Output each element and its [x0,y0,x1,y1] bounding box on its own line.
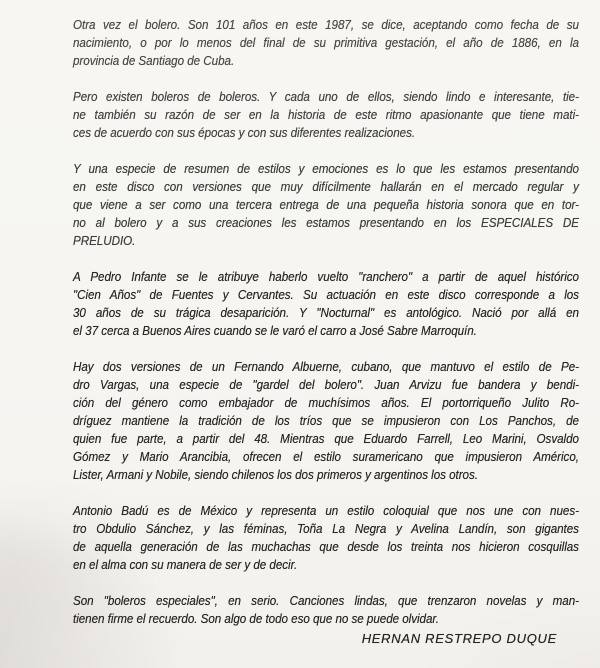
text-line: quien fue parte, a partir del 48. Mientras que Eduardo Farrell, Leo Marini, Osvaldo [73,431,579,446]
text-line: PRELUDIO. [73,233,136,248]
text-line: Gómez y Mario Arancibia, ofrecen el estilo suramericano que impusieron Américo, [73,449,579,464]
text-line: no al bolero y a sus creaciones les estamos presentando en los ESPECIALES DE [73,215,579,230]
text-line: Pero existen boleros de boleros. Y cada uno de ellos, siendo lindo e interesante, tie- [73,89,579,104]
text-line: provincia de Santiago de Cuba. [73,53,235,68]
text-line: A Pedro Infante se le atribuye haberlo vuelto "ranchero" a partir de aquel histórico [73,269,579,284]
paragraph [73,358,579,484]
paragraph [73,16,579,70]
paragraph [73,502,579,574]
text-body [73,16,579,646]
text-line: en el alma con su manera de ser y de decir. [73,557,298,572]
text-line: dríguez mantiene la tradición de los tríos que se impusieron con Los Panchos, de [73,413,579,428]
text-line: "Cien Años" de Fuentes y Cervantes. Su actuación en este disco corresponde a los [73,287,579,302]
text-line: ces de acuerdo con sus épocas y con sus diferentes realizaciones. [73,125,416,140]
text-line: Lister, Armani y Nobile, siendo chilenos los dos primeros y argentinos los otros. [73,467,478,482]
text-line: ción del género como embajador de muchísimos años. El portorriqueño Julito Ro- [73,395,579,410]
text-line: que viene a ser como una tercera entrega de una pequeña historia sonora que en tor- [73,197,579,212]
paragraph [73,592,579,628]
text-line: Y una especie de resumen de estilos y emociones es lo que les estamos presentando [73,161,579,176]
text-line: ne también su razón de ser en la historia de este ritmo apasionante que tiene mati- [73,107,579,122]
text-line: el 37 cerca a Buenos Aires cuando se le varó el carro a José Sabre Marroquín. [73,323,477,338]
text-line: tro Obdulio Sánchez, y las féminas, Toña La Negra y Avelina Landín, son gigantes [73,521,579,536]
text-line: de aquella generación de las muchachas que desde los treinta nos hicieron cosquillas [73,539,579,554]
text-line: Son "boleros especiales", en serio. Canciones lindas, que trenzaron novelas y man- [73,593,579,608]
paragraph [73,268,579,340]
text-line: Hay dos versiones de un Fernando Albuerne, cubano, que mantuvo el estilo de Pe- [73,359,579,374]
text-line: Antonio Badú es de México y representa un estilo coloquial que nos une con nues- [73,503,579,518]
text-line: 30 años de su trágica desaparición. Y "Nocturnal" es antológico. Nació por allá en [73,305,579,320]
text-line: en este disco con versiones que muy difícilmente hallarán en el mercado regular y [73,179,579,194]
text-line: dro Vargas, una especie de "gardel del bolero". Juan Arvizu fue bandera y bendi- [73,377,579,392]
paragraph [73,160,579,250]
text-line: Otra vez el bolero. Son 101 años en este 1987, se dice, aceptando como fecha de su [73,17,579,32]
text-line: nacimiento, o por lo menos del final de su primitiva gestación, el año de 1886, en la [73,35,579,50]
paragraph [73,88,579,142]
text-line: tienen firme el recuerdo. Son algo de todo eso que no se puede olvidar. [73,611,440,626]
author-signature: HERNAN RESTREPO DUQUE [361,631,557,646]
